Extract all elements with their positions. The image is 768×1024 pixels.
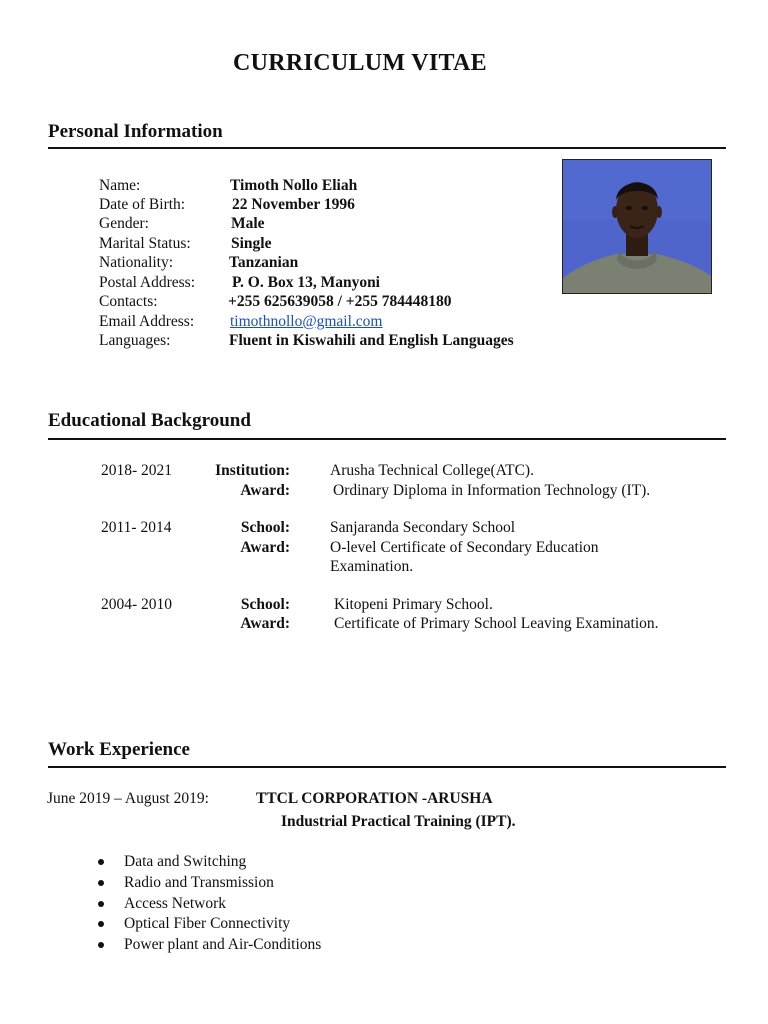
edu-institution: Arusha Technical College(ATC).	[330, 462, 534, 479]
edu-years: 2004- 2010	[101, 596, 173, 613]
nationality-label: Nationality:	[99, 254, 174, 271]
duties-list	[98, 852, 321, 956]
edu-institution-label: Institution:	[215, 462, 290, 479]
list-item: Optical Fiber Connectivity	[98, 914, 321, 935]
work-heading: Work Experience	[48, 739, 190, 760]
contacts-value: +255 625639058 / +255 784448180	[228, 293, 452, 310]
edu-award-continued: Examination.	[330, 558, 414, 575]
edu-years: 2011- 2014	[101, 519, 172, 536]
edu-award-label: Award:	[240, 615, 290, 632]
edu-institution: Sanjaranda Secondary School	[330, 519, 516, 536]
list-item: Power plant and Air-Conditions	[98, 935, 321, 956]
section-divider	[48, 438, 726, 440]
name-label: Name:	[99, 177, 141, 194]
marital-status-value: Single	[231, 235, 272, 252]
contacts-label: Contacts:	[99, 293, 158, 310]
bullet-icon	[98, 942, 104, 948]
list-item: Access Network	[98, 894, 321, 915]
edu-award: Certificate of Primary School Leaving Examination.	[334, 615, 659, 632]
gender-label: Gender:	[99, 215, 149, 232]
document-title: CURRICULUM VITAE	[233, 50, 487, 76]
postal-address-value: P. O. Box 13, Manyoni	[232, 274, 380, 291]
bullet-icon	[98, 901, 104, 907]
work-company: TTCL CORPORATION -ARUSHA	[256, 790, 493, 807]
edu-award-label: Award:	[240, 482, 290, 499]
edu-years: 2018- 2021	[101, 462, 173, 479]
nationality-value: Tanzanian	[229, 254, 299, 271]
edu-institution-label: School:	[240, 596, 290, 613]
postal-address-label: Postal Address:	[99, 274, 196, 291]
education-heading: Educational Background	[48, 410, 251, 431]
marital-status-label: Marital Status:	[99, 235, 191, 252]
edu-award: O-level Certificate of Secondary Education	[330, 539, 599, 556]
section-divider	[48, 766, 726, 768]
bullet-icon	[98, 921, 104, 927]
name-value: Timoth Nollo Eliah	[230, 177, 358, 194]
section-divider	[48, 147, 726, 149]
profile-photo	[562, 159, 712, 294]
list-item: Data and Switching	[98, 852, 321, 873]
edu-institution: Kitopeni Primary School.	[334, 596, 493, 613]
email-link[interactable]: timothnollo@gmail.com	[230, 313, 383, 330]
dob-label: Date of Birth:	[99, 196, 186, 213]
email-label: Email Address:	[99, 313, 195, 330]
languages-label: Languages:	[99, 332, 171, 349]
bullet-icon	[98, 880, 104, 886]
dob-value: 22 November 1996	[232, 196, 355, 213]
personal-info-heading: Personal Information	[48, 121, 223, 142]
edu-award: Ordinary Diploma in Information Technology (IT).	[333, 482, 651, 499]
languages-value: Fluent in Kiswahili and English Languages	[229, 332, 514, 349]
work-period: June 2019 – August 2019:	[47, 790, 209, 807]
profile-photo-image	[563, 160, 711, 293]
edu-award-label: Award:	[240, 539, 290, 556]
list-item: Radio and Transmission	[98, 873, 321, 894]
work-role: Industrial Practical Training (IPT).	[281, 813, 516, 830]
bullet-icon	[98, 859, 104, 865]
gender-value: Male	[231, 215, 265, 232]
edu-institution-label: School:	[240, 519, 290, 536]
